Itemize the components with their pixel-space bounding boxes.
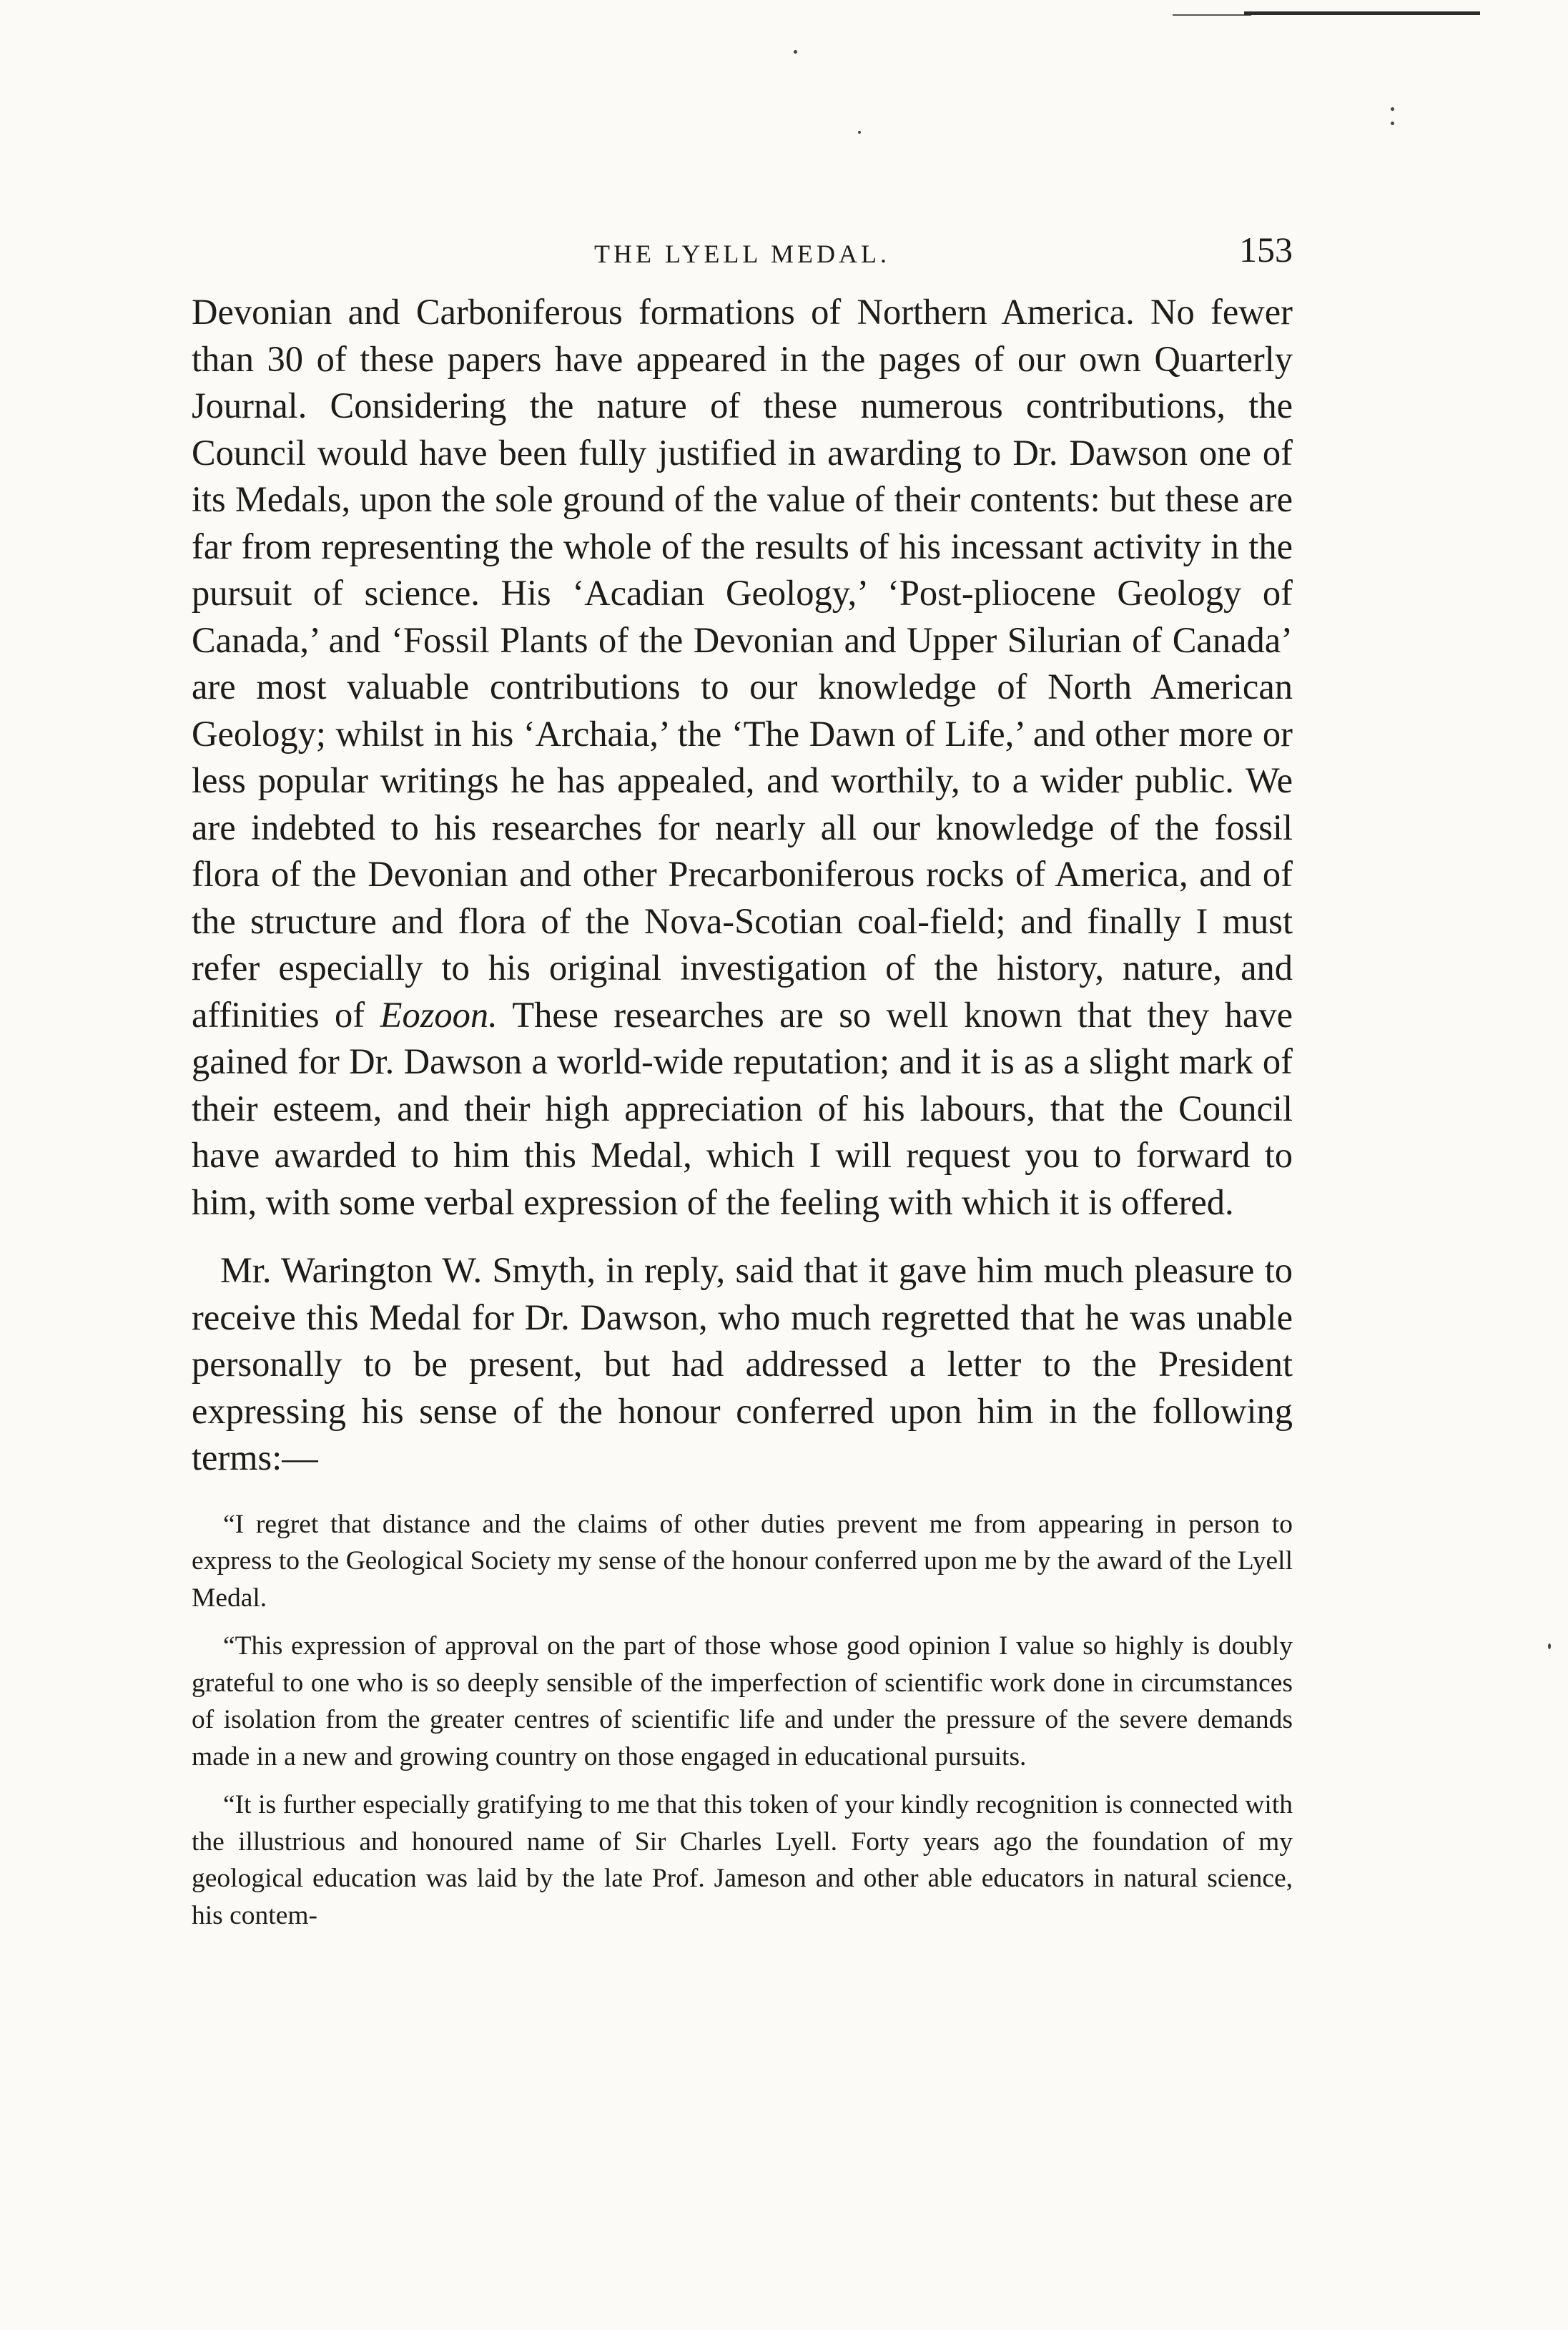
scan-speck bbox=[794, 50, 797, 54]
quote-paragraph: “I regret that distance and the claims of other duties prevent me from appearing in person to express to the Geological Society my sense of the honour conferred upon me by the award of the Lyell Medal. bbox=[192, 1509, 1293, 1613]
italic-term-eozoon: Eozoon. bbox=[380, 994, 498, 1035]
body-paragraph-reply: Mr. Warington W. Smyth, in reply, said that it gave him much pleasure to receive this Medal for Dr. Dawson, who much regretted that he was unable personally to be present, but had addressed a letter to the President expressing his sense of the honour conferred upon him in the following terms:— bbox=[192, 1250, 1293, 1478]
scan-edge-rule bbox=[1244, 11, 1480, 15]
scan-speck bbox=[1548, 1643, 1551, 1649]
page-number: 153 bbox=[1239, 230, 1293, 270]
scan-speck bbox=[1391, 107, 1394, 111]
paragraph-text: These researches are so well known that they have gained for Dr. Dawson a world-wide reputation; and it is as a slight mark of their esteem, and their high appreciation of his labours, that the Council have awarded to him this Medal, which I will request you to forward to him, with some verbal expression of the feeling with which it is offered. bbox=[192, 994, 1293, 1222]
paragraph-text: Devonian and Carboniferous formations of Northern America. No fewer than 30 of these papers have appeared in the pages of our own Quarterly Journal. Considering the nature of these numerous contributions, the Council would have been fully justified in awarding to Dr. Dawson one of its Medals, upon the sole ground of the value of their contents: but these are far from representing the whole of the results of his incessant activity in the pursuit of science. His ‘Acadian Geology,’ ‘Post-pliocene Geology of Canada,’ and ‘Fossil Plants of the Devonian and Upper Silurian of Canada’ are most valuable contributions to our knowledge of North American Geology; whilst in his ‘Archaia,’ the ‘The Dawn of Life,’ and other more or less popular writings he has appealed, and worthily, to a wider public. We are indebted to his researches for nearly all our knowledge of the fossil flora of the Devonian and other Precarboniferous rocks of America, and of the structure and flora of the Nova-Scotian coal-field; and finally I must refer especially to his original investigation of the history, nature, and affinities of bbox=[192, 292, 1293, 1035]
quoted-letter bbox=[192, 1506, 1293, 1935]
scan-speck bbox=[1391, 122, 1394, 125]
scan-edge-rule-thin bbox=[1173, 14, 1251, 16]
quote-paragraph: “This expression of approval on the part of those whose good opinion I value so highly is doubly grateful to one who is so deeply sensible of the imperfection of scientific work done in circumstances of isolation from the greater centres of scientific life and under the pressure of the severe demands made in a new and growing country on those engaged in educational pursuits. bbox=[192, 1631, 1293, 1771]
running-head bbox=[192, 229, 1293, 279]
quote-paragraph: “It is further especially gratifying to me that this token of your kindly recognition is connected with the illustrious and honoured name of Sir Charles Lyell. Forty years ago the foundation of my geological education was laid by the late Prof. Jameson and other able educators in natural science, his contem- bbox=[192, 1790, 1293, 1930]
scan-speck bbox=[858, 131, 861, 134]
body-paragraph-citation bbox=[192, 289, 1293, 1226]
book-page bbox=[192, 229, 1293, 1945]
running-title: THE LYELL MEDAL. bbox=[594, 240, 890, 268]
